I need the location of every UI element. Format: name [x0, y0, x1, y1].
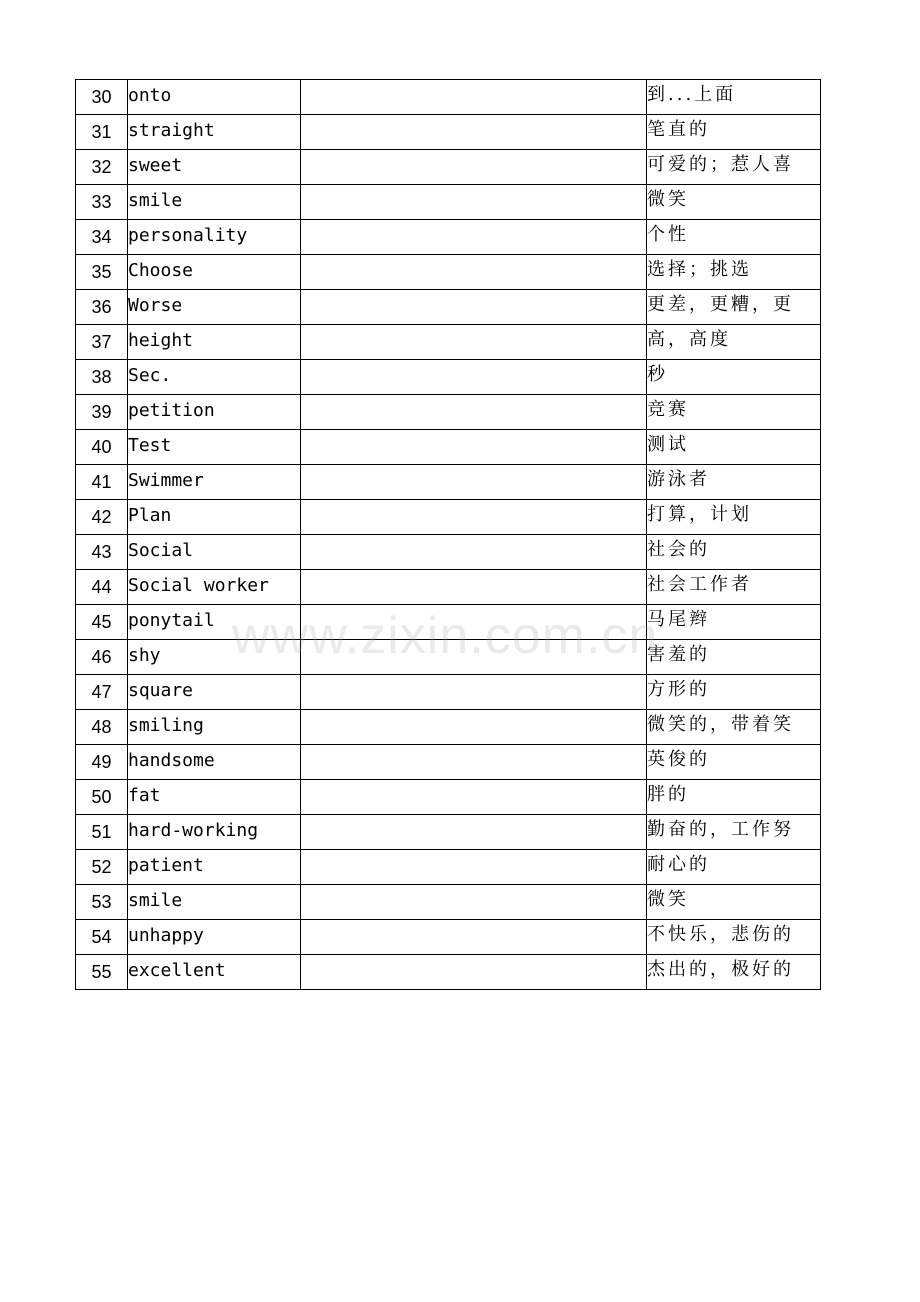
chinese-meaning: 胖的 — [647, 780, 821, 815]
blank-cell — [301, 605, 647, 640]
chinese-meaning: 竞赛 — [647, 395, 821, 430]
english-word: Swimmer — [128, 465, 301, 500]
table-row — [76, 570, 821, 605]
row-number: 53 — [76, 885, 128, 920]
blank-cell — [301, 535, 647, 570]
english-word: handsome — [128, 745, 301, 780]
table-row — [76, 745, 821, 780]
table-row — [76, 80, 821, 115]
table-row — [76, 430, 821, 465]
english-word: sweet — [128, 150, 301, 185]
table-row — [76, 885, 821, 920]
row-number: 34 — [76, 220, 128, 255]
row-number: 49 — [76, 745, 128, 780]
row-number: 36 — [76, 290, 128, 325]
row-number: 51 — [76, 815, 128, 850]
english-word: Worse — [128, 290, 301, 325]
chinese-meaning: 到...上面 — [647, 80, 821, 115]
english-word: excellent — [128, 955, 301, 990]
chinese-meaning: 英俊的 — [647, 745, 821, 780]
row-number: 41 — [76, 465, 128, 500]
blank-cell — [301, 185, 647, 220]
row-number: 32 — [76, 150, 128, 185]
chinese-meaning: 测试 — [647, 430, 821, 465]
table-row — [76, 675, 821, 710]
row-number: 37 — [76, 325, 128, 360]
row-number: 40 — [76, 430, 128, 465]
chinese-meaning: 方形的 — [647, 675, 821, 710]
blank-cell — [301, 115, 647, 150]
table-row — [76, 850, 821, 885]
blank-cell — [301, 500, 647, 535]
row-number: 52 — [76, 850, 128, 885]
row-number: 54 — [76, 920, 128, 955]
chinese-meaning: 社会工作者 — [647, 570, 821, 605]
english-word: Plan — [128, 500, 301, 535]
chinese-meaning: 个性 — [647, 220, 821, 255]
english-word: straight — [128, 115, 301, 150]
blank-cell — [301, 815, 647, 850]
table-row — [76, 605, 821, 640]
chinese-meaning: 微笑 — [647, 185, 821, 220]
english-word: hard-working — [128, 815, 301, 850]
blank-cell — [301, 325, 647, 360]
chinese-meaning: 高，高度 — [647, 325, 821, 360]
table-row — [76, 535, 821, 570]
chinese-meaning: 可爱的；惹人喜 — [647, 150, 821, 185]
blank-cell — [301, 360, 647, 395]
table-row — [76, 955, 821, 990]
english-word: patient — [128, 850, 301, 885]
row-number: 45 — [76, 605, 128, 640]
blank-cell — [301, 850, 647, 885]
vocabulary-table-body — [76, 80, 821, 990]
row-number: 39 — [76, 395, 128, 430]
english-word: Social — [128, 535, 301, 570]
chinese-meaning: 不快乐，悲伤的 — [647, 920, 821, 955]
blank-cell — [301, 395, 647, 430]
table-row — [76, 150, 821, 185]
table-row — [76, 640, 821, 675]
row-number: 55 — [76, 955, 128, 990]
table-row — [76, 325, 821, 360]
blank-cell — [301, 955, 647, 990]
table-row — [76, 500, 821, 535]
english-word: shy — [128, 640, 301, 675]
blank-cell — [301, 80, 647, 115]
row-number: 42 — [76, 500, 128, 535]
row-number: 50 — [76, 780, 128, 815]
chinese-meaning: 害羞的 — [647, 640, 821, 675]
blank-cell — [301, 745, 647, 780]
row-number: 47 — [76, 675, 128, 710]
chinese-meaning: 游泳者 — [647, 465, 821, 500]
blank-cell — [301, 640, 647, 675]
table-row — [76, 115, 821, 150]
row-number: 30 — [76, 80, 128, 115]
english-word: petition — [128, 395, 301, 430]
english-word: Sec. — [128, 360, 301, 395]
row-number: 38 — [76, 360, 128, 395]
english-word: smile — [128, 885, 301, 920]
table-row — [76, 185, 821, 220]
row-number: 48 — [76, 710, 128, 745]
blank-cell — [301, 675, 647, 710]
english-word: smile — [128, 185, 301, 220]
chinese-meaning: 选择；挑选 — [647, 255, 821, 290]
table-row — [76, 220, 821, 255]
vocabulary-table — [75, 79, 821, 990]
chinese-meaning: 社会的 — [647, 535, 821, 570]
blank-cell — [301, 430, 647, 465]
blank-cell — [301, 885, 647, 920]
blank-cell — [301, 710, 647, 745]
chinese-meaning: 耐心的 — [647, 850, 821, 885]
blank-cell — [301, 780, 647, 815]
row-number: 46 — [76, 640, 128, 675]
blank-cell — [301, 150, 647, 185]
table-row — [76, 465, 821, 500]
table-row — [76, 780, 821, 815]
english-word: Test — [128, 430, 301, 465]
table-row — [76, 920, 821, 955]
chinese-meaning: 马尾辫 — [647, 605, 821, 640]
table-row — [76, 255, 821, 290]
chinese-meaning: 更差，更糟，更 — [647, 290, 821, 325]
blank-cell — [301, 220, 647, 255]
blank-cell — [301, 920, 647, 955]
english-word: fat — [128, 780, 301, 815]
english-word: height — [128, 325, 301, 360]
english-word: ponytail — [128, 605, 301, 640]
row-number: 44 — [76, 570, 128, 605]
english-word: personality — [128, 220, 301, 255]
blank-cell — [301, 465, 647, 500]
chinese-meaning: 打算，计划 — [647, 500, 821, 535]
english-word: Social worker — [128, 570, 301, 605]
chinese-meaning: 勤奋的，工作努 — [647, 815, 821, 850]
table-row — [76, 710, 821, 745]
table-row — [76, 815, 821, 850]
watermark-text: www.zixin.com.cn — [232, 607, 659, 665]
chinese-meaning: 秒 — [647, 360, 821, 395]
english-word: Choose — [128, 255, 301, 290]
english-word: smiling — [128, 710, 301, 745]
row-number: 33 — [76, 185, 128, 220]
chinese-meaning: 杰出的，极好的 — [647, 955, 821, 990]
blank-cell — [301, 255, 647, 290]
chinese-meaning: 笔直的 — [647, 115, 821, 150]
row-number: 43 — [76, 535, 128, 570]
english-word: square — [128, 675, 301, 710]
chinese-meaning: 微笑的，带着笑 — [647, 710, 821, 745]
row-number: 31 — [76, 115, 128, 150]
english-word: unhappy — [128, 920, 301, 955]
table-row — [76, 360, 821, 395]
blank-cell — [301, 570, 647, 605]
english-word: onto — [128, 80, 301, 115]
blank-cell — [301, 290, 647, 325]
table-row — [76, 395, 821, 430]
chinese-meaning: 微笑 — [647, 885, 821, 920]
row-number: 35 — [76, 255, 128, 290]
table-row — [76, 290, 821, 325]
